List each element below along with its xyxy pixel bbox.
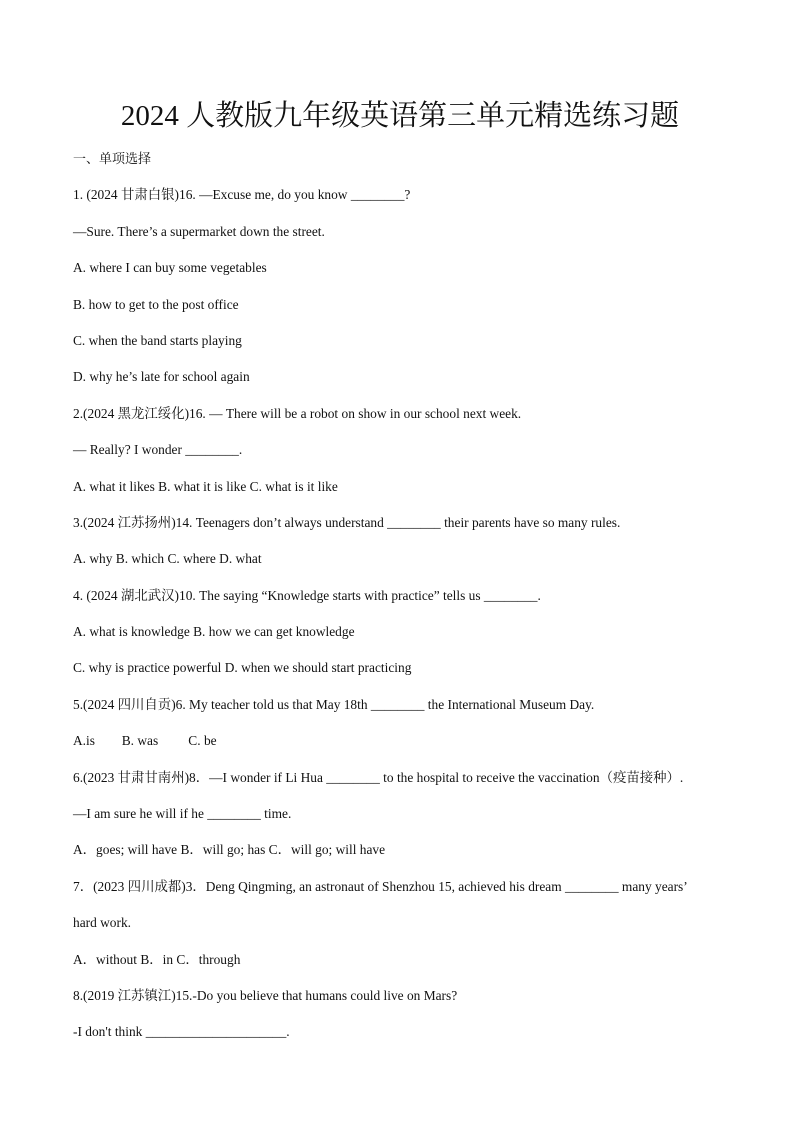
question-1-option-b: B. how to get to the post office	[73, 296, 239, 312]
question-7-stem: 7．(2023 四川成都)3．Deng Qingming, an astronaut of Shenzhou 15, achieved his dream ________ many years’	[73, 878, 688, 894]
question-4-options-cd: C. why is practice powerful D. when we should start practicing	[73, 660, 412, 676]
exercise-list	[73, 149, 733, 1059]
question-7-stem-continued: hard work.	[73, 915, 132, 931]
question-1-option-d: D. why he’s late for school again	[73, 369, 250, 385]
question-3-options: A. why B. which C. where D. what	[73, 551, 262, 567]
question-8-stem: 8.(2019 江苏镇江)15.-Do you believe that humans could live on Mars?	[73, 987, 458, 1003]
question-4-stem: 4. (2024 湖北武汉)10. The saying “Knowledge starts with practice” tells us ________.	[73, 587, 541, 603]
question-2-options: A. what it likes B. what it is like C. what is it like	[73, 478, 338, 494]
question-4-options-ab: A. what is knowledge B. how we can get knowledge	[73, 624, 355, 640]
question-1-dialogue: —Sure. There’s a supermarket down the street.	[73, 223, 325, 239]
question-1-option-a: A. where I can buy some vegetables	[73, 260, 267, 276]
question-2-dialogue: — Really? I wonder ________.	[73, 442, 243, 458]
document-title: 2024 人教版九年级英语第三单元精选练习题	[120, 100, 680, 132]
question-5-options: A.is B. was C. be	[73, 733, 217, 749]
question-1-stem: 1. (2024 甘肃白银)16. —Excuse me, do you know ________?	[73, 187, 411, 203]
section-heading: 一、单项选择	[73, 151, 152, 166]
question-6-dialogue: —I am sure he will if he ________ time.	[73, 806, 292, 822]
question-6-stem: 6.(2023 甘肃甘南州)8．—I wonder if Li Hua ________ to the hospital to receive the vaccination（疫苗接种）.	[73, 769, 684, 785]
question-6-options: A．goes; will have B．will go; has C．will go; will have	[73, 842, 386, 858]
question-1-option-c: C. when the band starts playing	[73, 332, 242, 348]
question-5-stem: 5.(2024 四川自贡)6. My teacher told us that May 18th ________ the International Museum Day.	[73, 696, 595, 712]
question-2-stem: 2.(2024 黑龙江绥化)16. — There will be a robot on show in our school next week.	[73, 405, 522, 421]
question-7-options: A．without B．in C．through	[73, 951, 241, 967]
question-3-stem: 3.(2024 江苏扬州)14. Teenagers don’t always understand ________ their parents have so many rules.	[73, 514, 621, 530]
question-8-dialogue: -I don't think _____________________.	[73, 1024, 290, 1040]
